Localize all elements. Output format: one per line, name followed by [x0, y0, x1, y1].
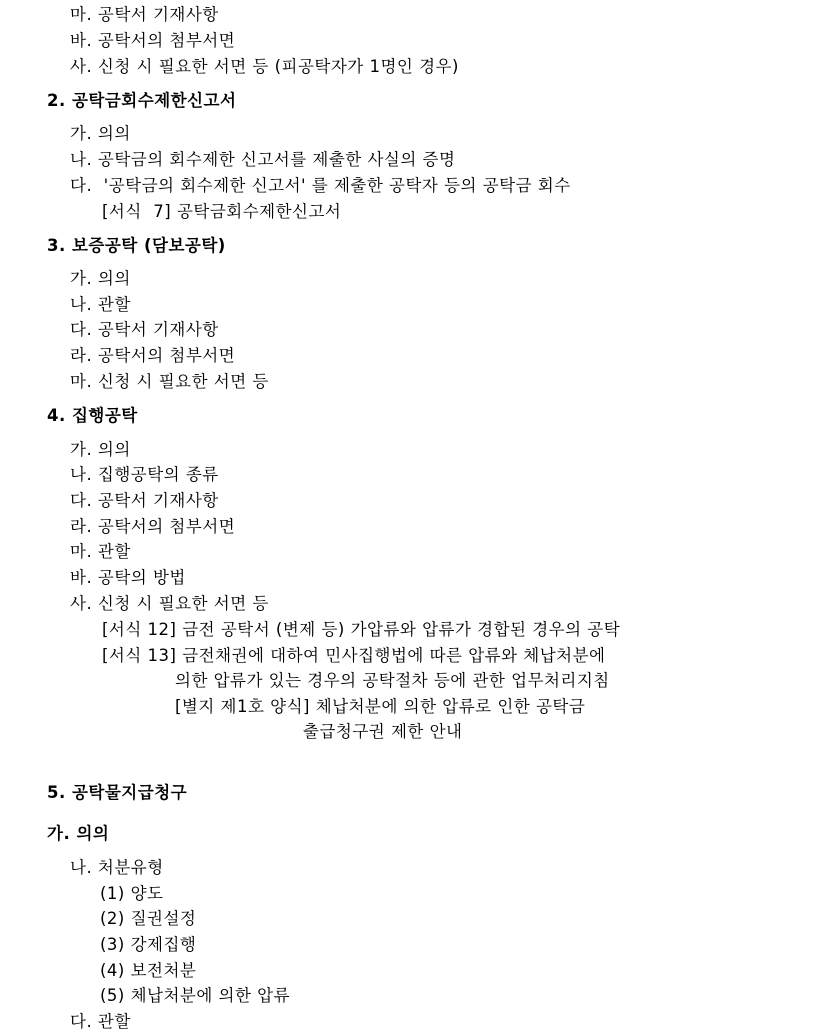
list-item: 가. 의의 — [70, 124, 131, 143]
list-item: 나. 공탁금의 회수제한 신고서를 제출한 사실의 증명 — [70, 150, 456, 169]
list-item: 가. 의의 — [70, 269, 131, 288]
subsection-heading: 가. 의의 — [47, 824, 110, 843]
list-item: 다. 관할 — [70, 1012, 131, 1031]
list-item: 다. '공탁금의 회수제한 신고서' 를 제출한 공탁자 등의 공탁금 회수 — [70, 176, 571, 195]
list-item: 다. 공탁서 기재사항 — [70, 491, 219, 510]
section-heading: 5. 공탁물지급청구 — [47, 783, 188, 802]
list-item: 라. 공탁서의 첨부서면 — [70, 346, 236, 365]
list-item: 바. 공탁서의 첨부서면 — [70, 31, 236, 50]
section-heading: 3. 보증공탁 (담보공탁) — [47, 236, 226, 255]
sub-list-item: (4) 보전처분 — [100, 961, 197, 980]
section-heading: 4. 집행공탁 — [47, 406, 138, 425]
sub-list-item: (3) 강제집행 — [100, 935, 197, 954]
list-item: 다. 공탁서 기재사항 — [70, 320, 219, 339]
section-heading: 2. 공탁금회수제한신고서 — [47, 91, 237, 110]
list-item: 라. 공탁서의 첨부서면 — [70, 517, 236, 536]
list-item: 마. 관할 — [70, 542, 131, 561]
form-reference-continued: 출급청구권 제한 안내 — [303, 722, 463, 741]
list-item: 사. 신청 시 필요한 서면 등 (피공탁자가 1명인 경우) — [70, 57, 459, 76]
sub-list-item: (1) 양도 — [100, 884, 164, 903]
list-item: 마. 신청 시 필요한 서면 등 — [70, 372, 269, 391]
list-item: 사. 신청 시 필요한 서면 등 — [70, 594, 269, 613]
sub-list-item: (2) 질권설정 — [100, 909, 197, 928]
form-reference: [서식 13] 금전채권에 대하여 민사집행법에 따른 압류와 체납처분에 — [102, 646, 606, 665]
list-item: 마. 공탁서 기재사항 — [70, 5, 219, 24]
list-item: 나. 처분유형 — [70, 858, 164, 877]
form-reference: [서식 7] 공탁금회수제한신고서 — [102, 202, 342, 221]
sub-list-item: (5) 체납처분에 의한 압류 — [100, 986, 291, 1005]
list-item: 가. 의의 — [70, 440, 131, 459]
list-item: 나. 집행공탁의 종류 — [70, 465, 219, 484]
list-item: 나. 관할 — [70, 295, 131, 314]
list-item: 바. 공탁의 방법 — [70, 568, 186, 587]
form-reference: [별지 제1호 양식] 체납처분에 의한 압류로 인한 공탁금 — [175, 697, 586, 716]
form-reference: [서식 12] 금전 공탁서 (변제 등) 가압류와 압류가 경합된 경우의 공탁 — [102, 620, 621, 639]
form-reference-continued: 의한 압류가 있는 경우의 공탁절차 등에 관한 업무처리지침 — [175, 671, 610, 690]
